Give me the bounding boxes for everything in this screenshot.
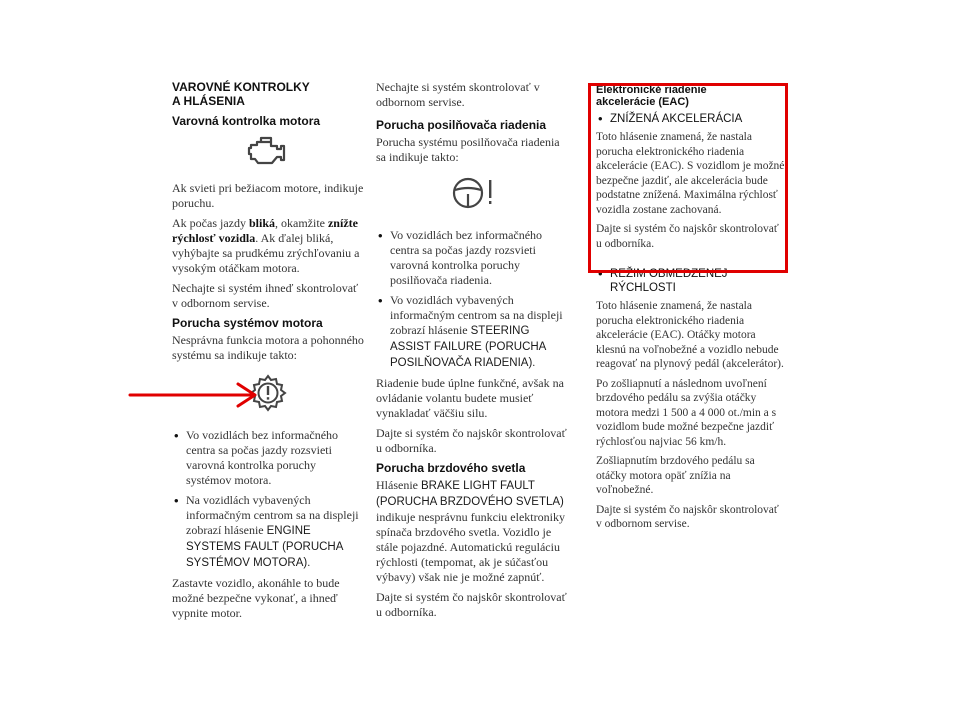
column-left — [172, 80, 364, 626]
paragraph: Riadenie bude úplne funkčné, avšak na ovládanie volantu budete musieť vynakladať väčšiu silu. — [376, 376, 564, 420]
bullet-item: • Na vozidlách vybavených informačným centrom sa na displeji zobrazí hlásenie ENGINE SYSTEMS FAULT (PORUCHA SYSTÉMOV MOTORA). — [172, 493, 364, 571]
steering-warning-icon — [448, 175, 496, 211]
paragraph: Dajte si systém čo najskôr skontrolovať v odbornom servise. — [596, 503, 779, 530]
bullet-heading: • REŽIM OBMEDZENEJ RÝCHLOSTI — [596, 267, 786, 295]
paragraph: Toto hlásenie znamená, že nastala porucha elektronického riadenia akcelerácie (EAC). S vozidlom je možné bezpečne jazdiť, ale akcelerácia bude podstatne znížená. Maximálna rýchlosť vozidla zostane zachovaná. — [596, 131, 785, 216]
paragraph: Toto hlásenie znamená, že nastala porucha elektronického riadenia akcelerácie (EAC). Otáčky motora klesnú na voľnobežné a vozidlo nebude reagovať na plynový pedál (akcelerátor). — [596, 300, 784, 370]
eac-heading: Elektronické riadenie akcelerácie (EAC) — [596, 84, 707, 108]
arrow-icon — [128, 382, 260, 408]
engine-warning-icon — [245, 134, 291, 168]
steering-warning-icon-wrap — [376, 175, 568, 216]
paragraph: Ak počas jazdy bliká, okamžite znížte rýchlosť vozidla. Ak ďalej bliká, vyhýbajte sa prudkému zrýchľovaniu a vysokým otáčkam motora. — [172, 216, 360, 275]
system-fault-heading: Porucha systémov motora — [172, 316, 323, 330]
brake-heading: Porucha brzdového svetla — [376, 461, 526, 475]
engine-warning-heading: Varovná kontrolka motora — [172, 114, 321, 128]
highlight-box — [588, 83, 788, 273]
engine-warning-icon-wrap — [172, 134, 364, 173]
steering-heading: Porucha posilňovača riadenia — [376, 118, 547, 132]
paragraph: Dajte si systém čo najskôr skontrolovať u odborníka. — [376, 590, 567, 619]
paragraph: Nechajte si systém skontrolovať v odbornom servise. — [376, 80, 540, 109]
paragraph: Dajte si systém čo najskôr skontrolovať u odborníka. — [596, 223, 779, 250]
paragraph: Zastavte vozidlo, akonáhle to bude možné bezpečne vykonať, a ihneď vypnite motor. — [172, 576, 340, 620]
section-title: VAROVNÉ KONTROLKY A HLÁSENIA — [172, 80, 310, 108]
paragraph: Hlásenie BRAKE LIGHT FAULT (PORUCHA BRZDOVÉHO SVETLA) indikuje nesprávnu funkciu elektroniky spínača brzdového svetla. Vozidlo je stále pojazdné. Automatickú reguláciu rýchlosti (tempomat, ak je súčasťou výbavy) však nie je možné zapnúť. — [376, 478, 565, 584]
bullet-heading: • ZNÍŽENÁ AKCELERÁCIA — [596, 112, 786, 126]
bullet-item: • Vo vozidlách bez informačného centra sa počas jazdy rozsvieti varovná kontrolka poruchy systémov motora. — [172, 428, 364, 488]
paragraph: Porucha systému posilňovača riadenia sa indikuje takto: — [376, 135, 560, 164]
bullet-item: • Vo vozidlách vybavených informačným centrom sa na displeji zobrazí hlásenie STEERING ASSIST FAILURE (PORUCHA POSILŇOVAČA RIADENIA). — [376, 293, 568, 371]
column-middle — [376, 80, 568, 625]
paragraph: Po zošliapnutí a následnom uvoľnení brzdového pedálu sa zvýšia otáčky motora medzi 1 500 a 4 000 ot./min a s vozidlom bude možné bezpečne jazdiť rýchlosťou najviac 56 km/h. — [596, 377, 777, 448]
paragraph: Nechajte si systém ihneď skontrolovať v odbornom servise. — [172, 281, 359, 310]
paragraph: Ak svieti pri bežiacom motore, indikuje poruchu. — [172, 181, 364, 210]
paragraph: Nesprávna funkcia motora a pohonného systému sa indikuje takto: — [172, 333, 364, 362]
paragraph: Dajte si systém čo najskôr skontrolovať u odborníka. — [376, 426, 567, 455]
paragraph: Zošliapnutím brzdového pedálu sa otáčky motora opäť znížia na voľnobežné. — [596, 455, 755, 496]
bullet-item: • Vo vozidlách bez informačného centra sa počas jazdy rozsvieti varovná kontrolka poruchy posilňovača riadenia. — [376, 228, 568, 288]
